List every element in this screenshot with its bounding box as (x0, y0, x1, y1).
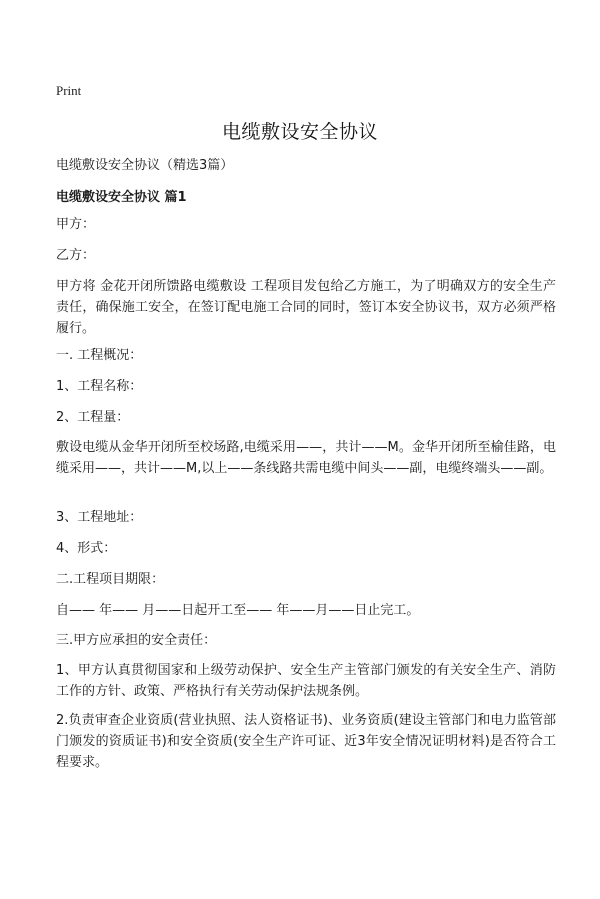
section-1-paragraph: 敷设电缆从金华开闭所至校场路,电缆采用——，共计——M。金华开闭所至榆佳路，电缆采用——，共计——M,以上——条线路共需电缆中间头——副，电缆终端头——副。 (56, 440, 556, 476)
section-1-item-3: 3、工程地址： (56, 510, 143, 525)
intro-paragraph: 甲方将 金花开闭所馈路电缆敷设 工程项目发包给乙方施工，为了明确双方的安全生产责任，确保施工安全，在签订配电施工合同的同时，签订本安全协议书，双方必须严格履行。 (56, 279, 556, 336)
section-3-title: 三.甲方应承担的安全责任： (56, 633, 217, 648)
section-heading: 电缆敷设安全协议 篇1 (56, 190, 187, 205)
section-2-line: 自—— 年—— 月——日起开工至—— 年——月——日止完工。 (56, 603, 420, 618)
document-subtitle: 电缆敷设安全协议（精选3篇） (56, 158, 234, 173)
print-label: Print (56, 83, 82, 98)
section-3-paragraph-1: 1、甲方认真贯彻国家和上级劳动保护、安全生产主管部门颁发的有关安全生产、消防工作的方针、政策、严格执行有关劳动保护法规条例。 (56, 663, 556, 699)
party-a-label: 甲方： (56, 217, 96, 232)
section-1-item-1: 1、工程名称： (56, 379, 143, 394)
party-b-label: 乙方： (56, 248, 96, 263)
section-1-item-2: 2、工程量： (56, 410, 130, 425)
document-title: 电缆敷设安全协议 (221, 121, 378, 143)
section-2-title: 二.工程项目期限： (56, 572, 165, 587)
section-1-title: 一. 工程概况： (56, 348, 143, 363)
section-3-paragraph-2: 2.负责审查企业资质(营业执照、法人资格证书)、业务资质(建设主管部门和电力监管部门颁发的资质证书)和安全资质(安全生产许可证、近3年安全情况证明材料)是否符合工程要求。 (56, 713, 556, 770)
section-1-item-4: 4、形式： (56, 541, 117, 556)
